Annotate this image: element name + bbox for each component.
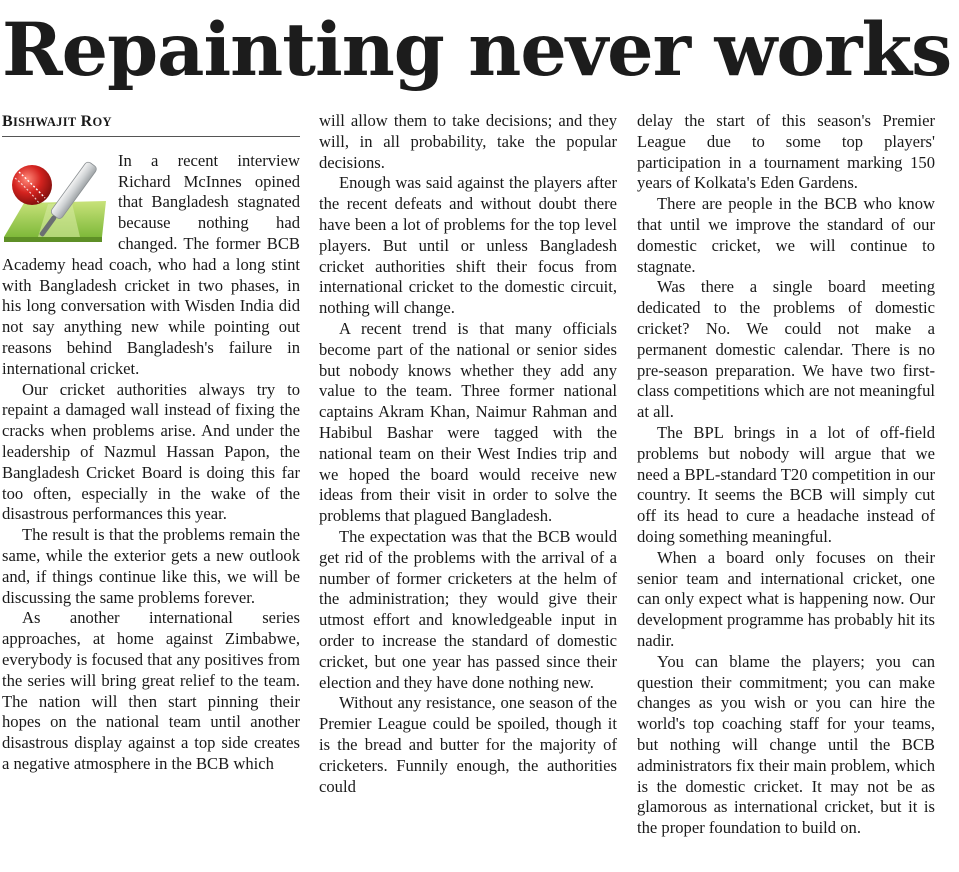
headline: Repainting never works [2, 7, 952, 93]
paragraph: delay the start of this season's Premier League due to some top players' participation in a tournament marking 150 years of Kolkata's Eden Gardens. [637, 111, 935, 193]
article-column-2 [319, 111, 617, 797]
paragraph: A recent trend is that many officials become part of the national or senior sides but nobody knows whether they add any value to the team. Three former national captains Akram Khan, Naimur Rahman and Habibul Bashar were tagged with the national team on their West Indies trip and we hoped the board would receive new ideas from their visit in order to solve the problems that plagued Bangladesh. [319, 318, 617, 526]
paragraph: Without any resistance, one season of the Premier League could be spoiled, though it is the bread and butter for the majority of cricketers. Funnily enough, the authorities could [319, 693, 617, 796]
paragraph: will allow them to take decisions; and they will, in all probability, take the popular decisions. [319, 111, 617, 172]
byline-rest-last: OY [92, 115, 112, 129]
paragraph: Was there a single board meeting dedicated to the problems of domestic cricket? No. We could not make a permanent domestic calendar. There is no pre-season preparation. We have two first-class competitions which are not meaningful at all. [637, 277, 935, 422]
cricket-ball-and-bat-icon [2, 151, 112, 251]
paragraph: When a board only focuses on their senior team and international cricket, one can only expect what is happening now. Our development programme has probably hit its nadir. [637, 547, 935, 650]
paragraph: The result is that the problems remain the same, while the exterior gets a new outlook and, if things continue like this, we will be discussing the same problems forever. [2, 525, 300, 607]
paragraph: The expectation was that the BCB would get rid of the problems with the arrival of a number of former cricketers at the helm of the administration; they would give their utmost effort and knowledgeable input in order to increase the standard of domestic cricket, but one year has passed since their election and they have done nothing new. [319, 526, 617, 692]
byline [2, 112, 300, 137]
byline-rest-first: ISHWAJIT [12, 115, 77, 129]
paragraph: You can blame the players; you can question their commitment; you can make changes as you wish or you can hire the world's top coaching staff for your teams, but nothing will change until the BCB administrators fix their main problem, which is the domestic cricket. It may not be as glamorous as international cricket, but it is the proper foundation to build on. [637, 651, 935, 838]
paragraph: Enough was said against the players after the recent defeats and without doubt there have been a lot of problems for the top level players. But until or unless Bangladesh cricket authorities shift their focus from international cricket to the domestic circuit, nothing will change. [319, 173, 617, 318]
paragraph: Our cricket authorities always try to repaint a damaged wall instead of fixing the cracks when problems arise. And under the leadership of Nazmul Hassan Papon, the Bangladesh Cricket Board is doing this far too often, especially in the wake of the disastrous performances this year. [2, 379, 300, 524]
paragraph: There are people in the BCB who know that until we improve the standard of our domestic cricket, we will continue to stagnate. [637, 194, 935, 276]
byline-initial-first: B [2, 113, 13, 130]
paragraph: The BPL brings in a lot of off-field problems but nobody will argue that we need a BPL-standard T20 competition in our country. It seems the BCB will simply cut off its head to cure a headache instead of doing something meaningful. [637, 422, 935, 546]
paragraph: As another international series approaches, at home against Zimbabwe, everybody is focused that any positives from the series will bring great relief to the team. The nation will then start pinning their hopes on the national team until another disastrous display against a top side creates a negative atmosphere in the BCB which [2, 608, 300, 773]
byline-initial-last: R [80, 113, 93, 130]
paragraph: In a recent interview Richard McInnes opined that Bangladesh stagnated because nothing had changed. The former BCB Academy head coach, who had a long stint with Bangladesh cricket in two phases, in his long conversation with Wisden India did not say anything new while pointing out reasons behind Bangladesh's failure in international cricket. [2, 150, 300, 378]
article-column-3 [637, 111, 935, 839]
article-column-1 [2, 112, 300, 775]
